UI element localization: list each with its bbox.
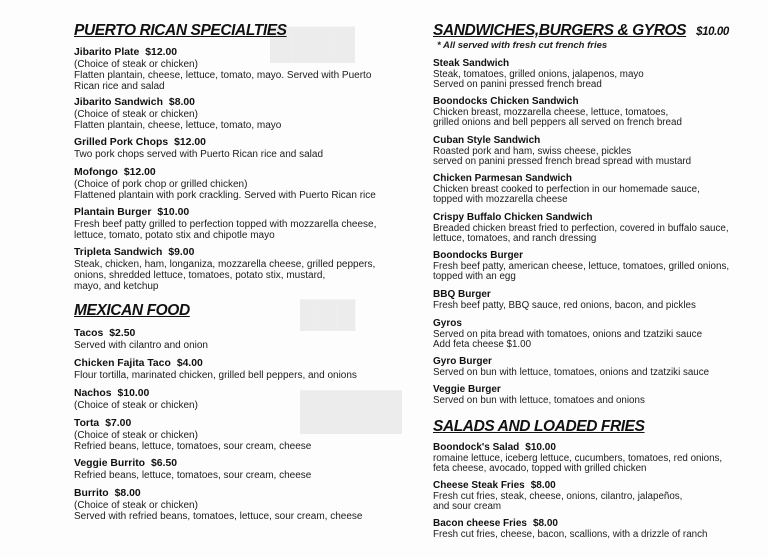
bleed-through-shape: ████ <box>300 391 403 431</box>
item-price: $12.00 <box>174 137 206 148</box>
item-price: $10.00 <box>157 207 190 218</box>
item-name: Burrito <box>74 488 109 499</box>
menu-item <box>74 488 362 522</box>
item-desc: Fresh cut fries, steak, cheese, onions, cilantro, jalapeños, <box>433 490 683 502</box>
item-desc: Served on pita bread with tomatoes, onions and tzatziki sauce <box>433 328 703 340</box>
menu-item <box>433 318 702 351</box>
item-name: Cheese Steak Fries <box>433 480 525 491</box>
bleed-through-shape: ████ <box>270 28 356 61</box>
menu-item <box>74 388 198 411</box>
item-price: $12.00 <box>145 47 178 58</box>
item-desc: Fresh beef patty, american cheese, lettuce, tomatoes, grilled onions, <box>433 260 730 272</box>
item-desc: Served on panini pressed french bread <box>433 79 602 91</box>
item-name: Boondocks Burger <box>433 250 524 261</box>
menu-item <box>74 418 311 452</box>
item-desc: Flattened plantain with pork crackling. Served with Puerto Rican rice <box>74 189 376 201</box>
menu-item <box>433 250 729 283</box>
item-price: $10.00 <box>525 442 556 453</box>
item-desc: (Choice of steak or chicken) <box>74 108 198 120</box>
section-heading-puerto-rican: PUERTO RICAN SPECIALTIES <box>74 22 287 39</box>
menu-item <box>74 458 311 481</box>
item-price: $8.00 <box>168 97 195 108</box>
item-name: Boondocks Chicken Sandwich <box>433 96 579 107</box>
menu-item <box>74 137 323 160</box>
section-heading-mexican: MEXICAN FOOD <box>74 302 190 319</box>
menu-item <box>74 97 281 131</box>
item-name: Chicken Fajita Taco <box>74 358 171 369</box>
section-heading-text: SANDWICHES,BURGERS & GYROS <box>433 22 687 39</box>
item-desc: feta cheese, avocado, topped with grilled chicken <box>433 463 647 475</box>
item-price: $8.00 <box>114 488 141 499</box>
item-name: Jibarito Plate <box>74 47 140 58</box>
item-name: BBQ Burger <box>433 289 491 300</box>
menu-item <box>433 356 709 378</box>
item-desc: topped with mozzarella cheese <box>433 194 568 206</box>
item-desc: Two pork chops served with Puerto Rican rice and salad <box>74 148 324 160</box>
item-desc: Chicken breast, mozzarella cheese, lettuce, tomatoes, <box>433 106 669 118</box>
item-desc: Fresh beef patty grilled to perfection topped with mozzarella cheese, <box>74 218 377 230</box>
item-desc: Flatten plantain, cheese, lettuce, tomato, mayo <box>74 119 282 131</box>
menu-item <box>433 212 729 245</box>
item-desc: served on panini pressed french bread spread with mustard <box>433 156 692 168</box>
menu-item <box>433 480 682 513</box>
item-name: Chicken Parmesan Sandwich <box>433 173 572 184</box>
item-name: Boondock's Salad <box>433 442 520 453</box>
bleed-through-shape: ███ <box>300 300 356 329</box>
item-desc: Steak, tomatoes, grilled onions, jalapenos, mayo <box>433 68 644 80</box>
item-desc: (Choice of steak or chicken) <box>74 429 198 441</box>
menu-item <box>74 207 376 241</box>
item-price: $4.00 <box>176 358 203 369</box>
item-price: $7.00 <box>105 418 132 429</box>
menu-item <box>433 173 700 206</box>
item-desc: (Choice of steak or chicken) <box>74 399 198 411</box>
menu-item <box>74 328 208 351</box>
item-name: Grilled Pork Chops <box>74 137 169 148</box>
item-name: Cuban Style Sandwich <box>433 135 541 146</box>
menu-item <box>433 384 645 406</box>
item-desc: (Choice of steak or chicken) <box>74 58 198 70</box>
item-name: Veggie Burrito <box>74 458 146 469</box>
item-price: $2.50 <box>109 328 136 339</box>
item-desc: Add feta cheese $1.00 <box>433 339 532 351</box>
menu-item <box>433 58 644 91</box>
item-desc: Fresh beef patty, BBQ sauce, red onions, bacon, and pickles <box>433 299 696 311</box>
item-name: Crispy Buffalo Chicken Sandwich <box>433 212 593 223</box>
item-name: Steak Sandwich <box>433 58 510 69</box>
menu-item <box>74 247 375 292</box>
item-price: $9.00 <box>168 247 195 258</box>
item-desc: Flatten plantain, cheese, lettuce, tomato, mayo. Served with Puerto <box>74 69 372 81</box>
menu-item <box>433 289 696 311</box>
menu-item <box>433 518 707 540</box>
item-desc: Served on bun with lettuce, tomatoes and onions <box>433 394 645 406</box>
item-desc: Flour tortilla, marinated chicken, grilled bell peppers, and onions <box>74 369 357 381</box>
item-desc: topped with an egg <box>433 271 516 283</box>
item-desc: Steak, chicken, ham, longaniza, mozzarella cheese, grilled peppers, <box>74 258 376 270</box>
item-name: Nachos <box>74 388 112 399</box>
item-desc: and sour cream <box>433 501 502 513</box>
section-heading-price: $10.00 <box>696 26 729 38</box>
item-desc: onions, shredded lettuce, tomatoes, potato stix, mustard, <box>74 269 326 281</box>
item-name: Bacon cheese Fries <box>433 518 527 529</box>
menu-item <box>433 442 722 475</box>
menu-item <box>433 135 691 168</box>
item-desc: Served on bun with lettuce, tomatoes, onions and tzatziki sauce <box>433 366 710 378</box>
item-desc: Breaded chicken breast fried to perfection, covered in buffalo sauce, <box>433 222 729 234</box>
item-name: Plantain Burger <box>74 207 152 218</box>
menu-item <box>433 96 682 129</box>
item-price: $8.00 <box>530 480 556 491</box>
fries-note: * All served with fresh cut french fries <box>437 40 608 51</box>
item-name: Gyro Burger <box>433 356 492 367</box>
item-desc: lettuce, tomato, potato stix and chipotle mayo <box>74 229 275 241</box>
item-desc: (Choice of steak or chicken) <box>74 499 198 511</box>
item-name: Jibarito Sandwich <box>74 97 163 108</box>
item-desc: Refried beans, lettuce, tomatoes, sour cream, cheese <box>74 440 312 452</box>
item-desc: Served with refried beans, tomatoes, lettuce, sour cream, cheese <box>74 510 363 522</box>
item-price: $12.00 <box>123 167 156 178</box>
item-price: $8.00 <box>532 518 558 529</box>
item-desc: Refried beans, lettuce, tomatoes, sour cream, cheese <box>74 469 312 481</box>
item-desc: Roasted pork and ham, swiss cheese, pickles <box>433 145 632 157</box>
item-desc: grilled onions and bell peppers all served on french bread <box>433 117 682 129</box>
item-price: $6.50 <box>151 458 178 469</box>
item-price: $10.00 <box>117 388 150 399</box>
item-name: Tacos <box>74 328 104 339</box>
menu-item <box>74 167 376 201</box>
menu-item <box>74 358 357 381</box>
item-desc: (Choice of pork chop or grilled chicken) <box>74 178 248 190</box>
item-name: Torta <box>74 418 100 429</box>
section-heading-sandwiches <box>433 22 729 40</box>
item-desc: Fresh cut fries, cheese, bacon, scallions, with a drizzle of ranch <box>433 528 708 540</box>
section-heading-salads: SALADS AND LOADED FRIES <box>433 418 645 435</box>
item-desc: Rican rice and salad <box>74 80 165 92</box>
item-name: Veggie Burger <box>433 384 501 395</box>
item-desc: lettuce, tomatoes, and ranch dressing <box>433 233 597 245</box>
item-desc: Served with cilantro and onion <box>74 339 208 351</box>
menu-item <box>74 47 371 92</box>
item-desc: Chicken breast cooked to perfection in our homemade sauce, <box>433 183 700 195</box>
item-name: Gyros <box>433 318 462 329</box>
item-name: Mofongo <box>74 167 118 178</box>
item-name: Tripleta Sandwich <box>74 247 163 258</box>
item-desc: romaine lettuce, iceberg lettuce, cucumbers, tomatoes, red onions, <box>433 452 723 464</box>
item-desc: mayo, and ketchup <box>74 280 159 292</box>
